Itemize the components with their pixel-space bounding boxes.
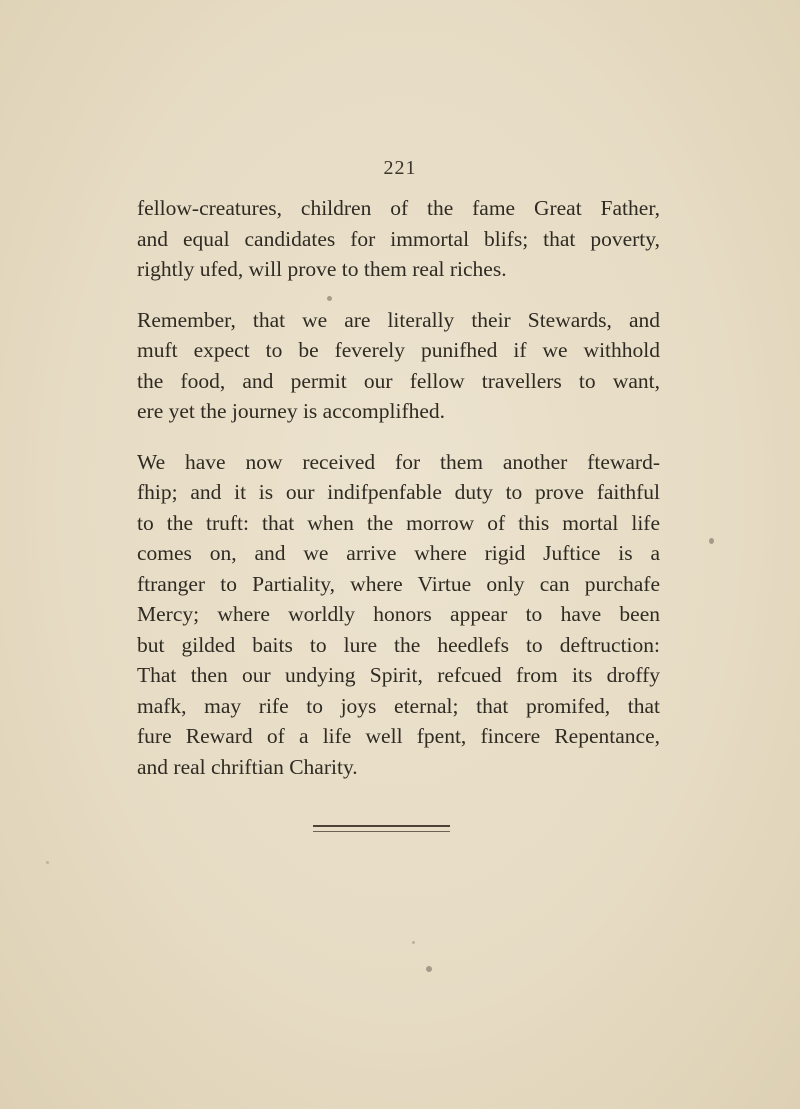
text-line: rightly ufed, will prove to them real riches. bbox=[137, 257, 507, 281]
text-line: comes on, and we arrive where rigid Juftice is a bbox=[137, 541, 660, 565]
ink-spot bbox=[412, 941, 415, 944]
text-line: muft expect to be feverely punifhed if we withhold bbox=[137, 338, 660, 362]
text-line: fure Reward of a life well fpent, fincere Repentance, bbox=[137, 724, 660, 748]
paragraph-1 bbox=[137, 193, 660, 285]
text-line: and equal candidates for immortal blifs; that poverty, bbox=[137, 226, 660, 251]
text-line: the food, and permit our fellow travellers to want, bbox=[137, 368, 660, 393]
text-line: but gilded baits to lure the heedlefs to deftruction: bbox=[137, 632, 660, 657]
text-line: fhip; and it is our indifpenfable duty to prove faithful bbox=[137, 480, 660, 504]
ink-spot bbox=[46, 861, 49, 864]
text-line: to the truft: that when the morrow of this mortal life bbox=[137, 510, 660, 535]
page-number: 221 bbox=[383, 157, 417, 179]
text-line: fellow-creatures, children of the fame Great Father, bbox=[137, 196, 660, 220]
text-line: ftranger to Partiality, where Virtue only can purchafe bbox=[137, 571, 660, 596]
ink-spot bbox=[327, 296, 332, 301]
text-line: That then our undying Spirit, refcued from its droffy bbox=[137, 663, 660, 687]
ink-spot bbox=[426, 966, 432, 972]
paragraph-3 bbox=[137, 447, 660, 783]
body-text bbox=[137, 193, 660, 802]
text-line: Mercy; where worldly honors appear to have been bbox=[137, 602, 660, 626]
text-line: Remember, that we are literally their Stewards, and bbox=[137, 307, 660, 332]
text-line: We have now received for them another fteward- bbox=[137, 449, 660, 474]
text-line: mafk, may rife to joys eternal; that promifed, that bbox=[137, 693, 660, 718]
paragraph-2 bbox=[137, 305, 660, 427]
text-line: and real chriftian Charity. bbox=[137, 754, 358, 779]
text-line: ere yet the journey is accomplifhed. bbox=[137, 399, 446, 423]
end-rule-divider bbox=[313, 825, 450, 832]
ink-spot bbox=[709, 538, 714, 544]
